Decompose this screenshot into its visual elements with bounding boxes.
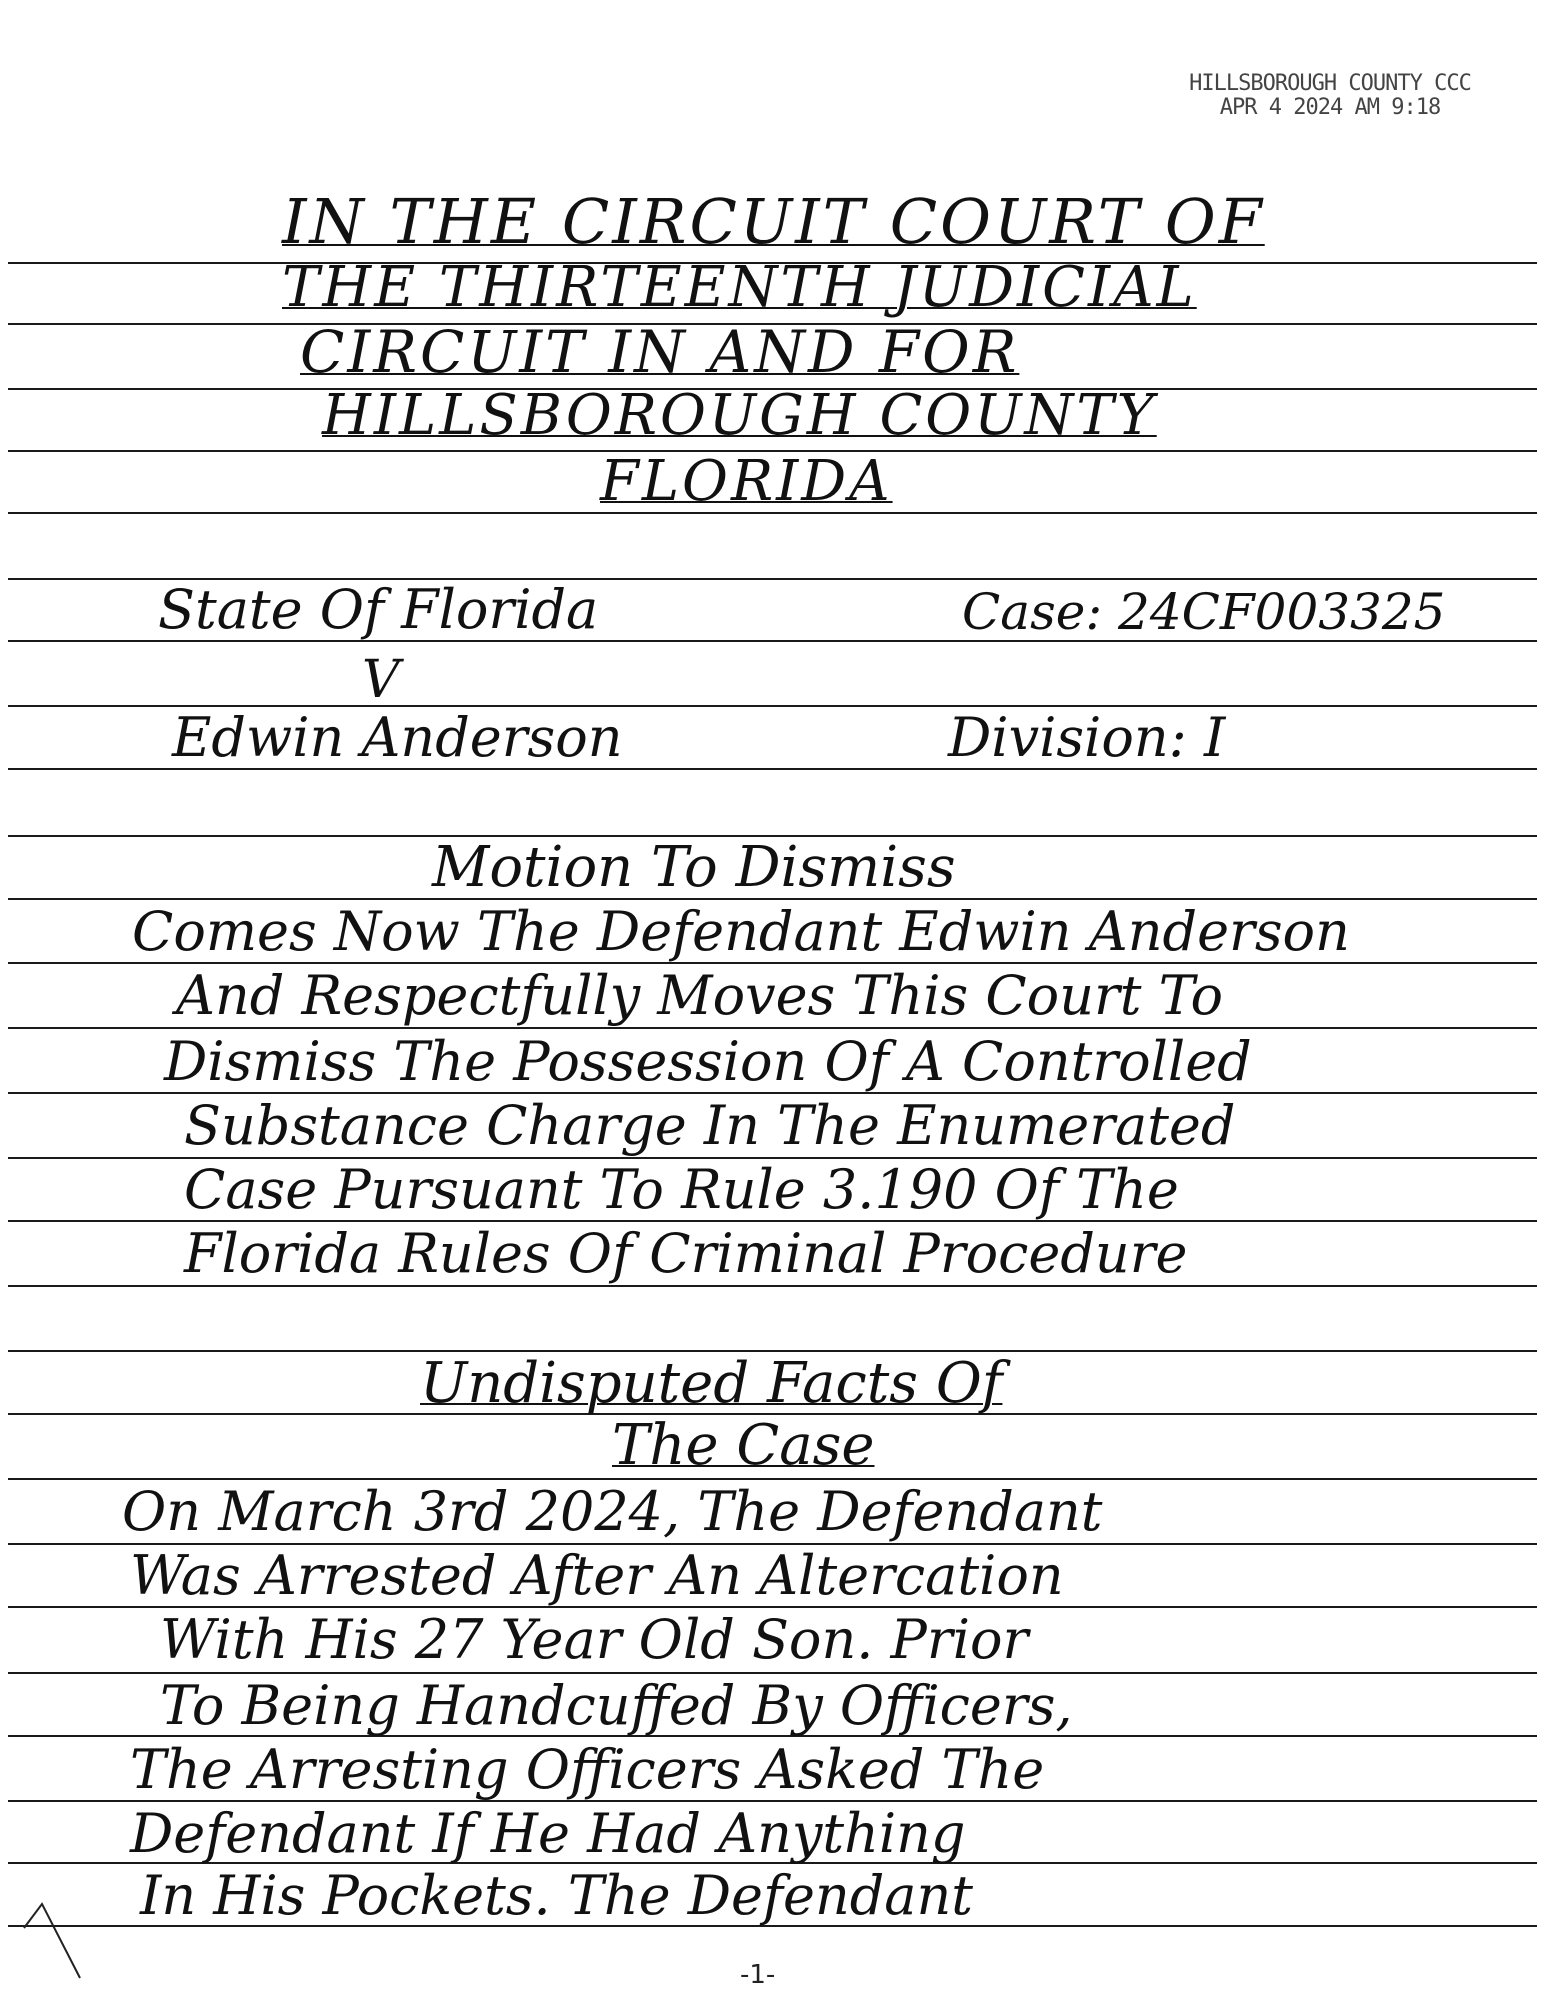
facts-line-1: On March 3rd 2024, The Defendant [122,1480,1103,1543]
facts-line-6: Defendant If He Had Anything [130,1802,966,1865]
facts-line-4: To Being Handcuffed By Officers, [160,1674,1073,1737]
caption-division: Division: I [948,706,1226,769]
caption-plaintiff: State Of Florida [158,578,599,641]
facts-title-line-1: Undisputed Facts Of [420,1351,1003,1416]
stamp-date: APR 4 2024 AM 9:18 [1219,95,1441,120]
caption-case-number: Case: 24CF003325 [962,583,1446,641]
facts-line-2: Was Arrested After An Altercation [130,1544,1064,1607]
facts-line-3: With His 27 Year Old Son. Prior [160,1608,1029,1671]
motion-title: Motion To Dismiss [432,835,956,900]
ruled-line [8,1285,1537,1287]
filing-stamp [1160,72,1500,120]
page-number: -1- [740,1960,776,1990]
motion-line-4: Substance Charge In The Enumerated [184,1094,1236,1157]
motion-line-6: Florida Rules Of Criminal Procedure [184,1222,1188,1285]
heading-line-3: CIRCUIT IN AND FOR [300,318,1020,386]
stamp-county: HILLSBOROUGH COUNTY CCC [1189,71,1471,96]
heading-line-5: FLORIDA [600,449,893,514]
heading-line-4: HILLSBOROUGH COUNTY [322,383,1157,448]
facts-line-5: The Arresting Officers Asked The [130,1738,1045,1801]
motion-line-5: Case Pursuant To Rule 3.190 Of The [184,1158,1179,1221]
caption-versus: V [362,650,400,710]
facts-line-7: In His Pockets. The Defendant [140,1864,973,1927]
ruled-line [8,1027,1537,1029]
heading-line-1: IN THE CIRCUIT COURT OF [282,185,1265,258]
caption-defendant: Edwin Anderson [172,706,623,769]
heading-line-2: THE THIRTEENTH JUDICIAL [282,255,1197,320]
motion-line-2: And Respectfully Moves This Court To [176,964,1223,1027]
facts-title-line-2: The Case [612,1413,875,1478]
motion-line-3: Dismiss The Possession Of A Controlled [164,1030,1252,1093]
corner-mark-icon [20,1900,100,1990]
motion-line-1: Comes Now The Defendant Edwin Anderson [132,900,1350,963]
